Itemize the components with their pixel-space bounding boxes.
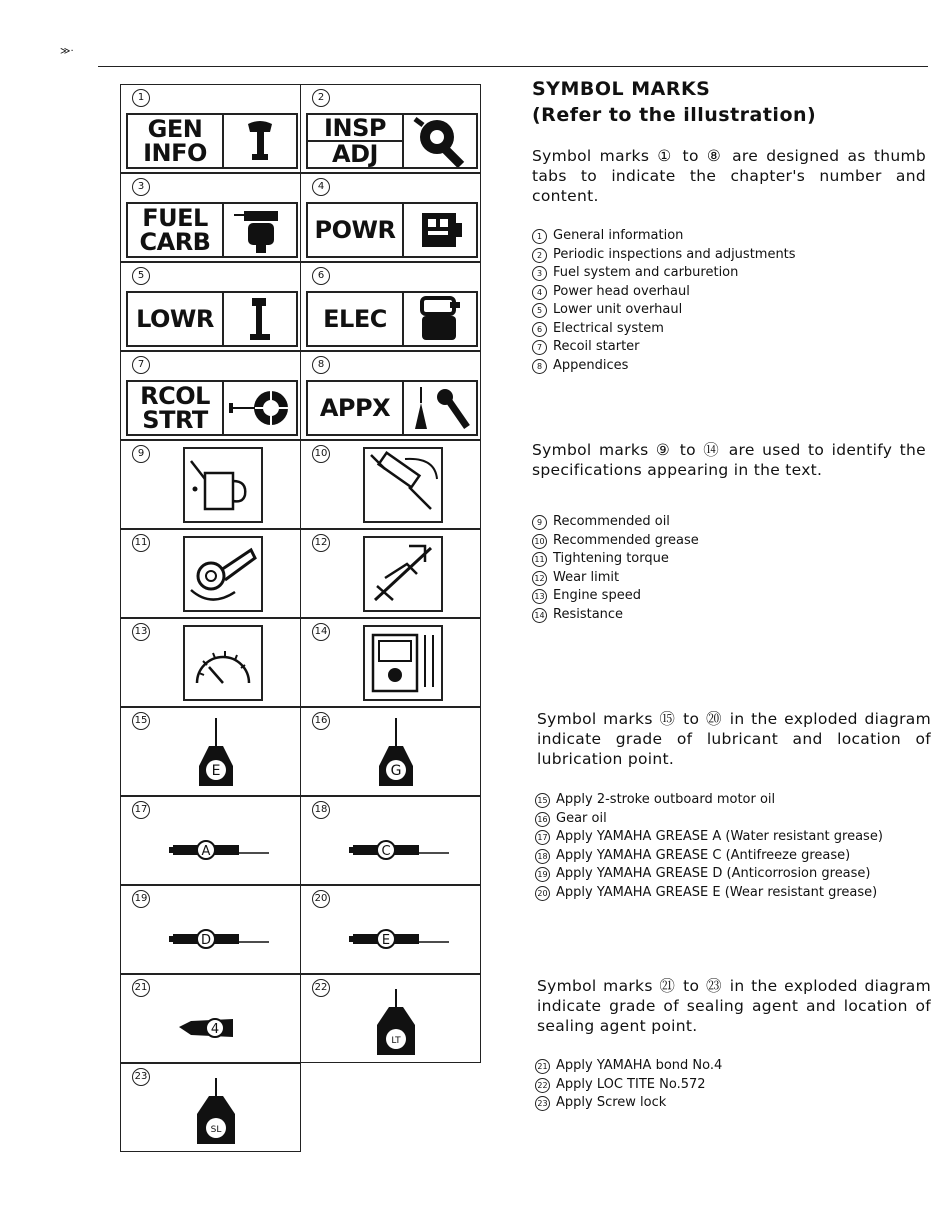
symbol-cell-17 <box>120 796 301 885</box>
thumb-tab-label <box>308 204 404 256</box>
grease-gun-icon <box>341 805 451 883</box>
cell-number: 2 <box>312 89 330 107</box>
thumb-tab <box>306 113 478 169</box>
symbol-cell-1 <box>120 84 301 173</box>
cell-number: 10 <box>312 445 330 463</box>
thumb-tab <box>126 291 298 347</box>
symbol-cell-21 <box>120 974 301 1063</box>
list-item <box>532 227 796 246</box>
item-number: 4 <box>532 285 547 300</box>
item-text: Apply LOC TITE No.572 <box>556 1076 706 1092</box>
symbol-cell-9 <box>120 440 301 529</box>
grid-row <box>120 796 484 885</box>
item-number: 6 <box>532 322 547 337</box>
multimeter-icon <box>363 625 443 701</box>
list-item <box>532 264 796 283</box>
list-item <box>532 357 796 376</box>
recoil-starter-icon <box>224 382 296 434</box>
svg-text:E: E <box>211 763 221 779</box>
cell-number: 23 <box>132 1068 150 1086</box>
thumb-tab-text: INSP <box>308 116 402 142</box>
symbol-cell-10 <box>300 440 481 529</box>
thumb-tab-label <box>308 115 404 167</box>
thumb-tab-label <box>128 115 224 167</box>
item-number: 17 <box>535 830 550 845</box>
grease-gun-icon <box>161 894 271 972</box>
list-item <box>532 283 796 302</box>
thumb-tab-text: GEN <box>147 115 203 143</box>
symbol-cell-19 <box>120 885 301 974</box>
svg-text:LT: LT <box>391 1036 401 1046</box>
item-number: 19 <box>535 867 550 882</box>
sealant-bottle-icon <box>161 1072 271 1150</box>
title-line-2: (Refer to the illustration) <box>532 104 817 126</box>
item-number: 20 <box>535 886 550 901</box>
item-number: 3 <box>532 266 547 281</box>
section-title <box>532 76 816 128</box>
thumb-tab <box>306 202 478 258</box>
cell-number: 9 <box>132 445 150 463</box>
thumb-tab <box>306 380 478 436</box>
thumb-tab-text: LOWR <box>136 305 214 333</box>
symbol-cell-12 <box>300 529 481 618</box>
cell-number: 13 <box>132 623 150 641</box>
symbol-cell-16 <box>300 707 481 796</box>
item-text: Apply YAMAHA GREASE E (Wear resistant grease) <box>556 884 878 900</box>
item-number: 15 <box>535 793 550 808</box>
torque-wrench-icon <box>183 536 263 612</box>
symbol-cell-22 <box>300 974 481 1063</box>
item-text: Engine speed <box>553 588 641 603</box>
thumb-tab-text: RCOL <box>140 382 210 410</box>
list-item <box>532 550 699 569</box>
list-chapters <box>532 227 796 375</box>
powerhead-icon <box>404 204 476 256</box>
symbol-cell-6 <box>300 262 481 351</box>
list-item <box>535 865 883 884</box>
item-text: Tightening torque <box>553 551 669 566</box>
cell-number: 12 <box>312 534 330 552</box>
item-number: 10 <box>532 534 547 549</box>
outboard-motor-icon <box>224 115 296 167</box>
grid-row <box>120 618 484 707</box>
thumb-tab-text: CARB <box>139 228 211 256</box>
grease-gun-icon <box>363 447 443 523</box>
thumb-tab <box>126 380 298 436</box>
item-number: 8 <box>532 359 547 374</box>
item-text: Periodic inspections and adjustments <box>553 246 796 262</box>
svg-text:A: A <box>201 844 211 859</box>
item-text: Apply YAMAHA GREASE A (Water resistant grease) <box>556 829 883 844</box>
thumb-tab-text: ELEC <box>323 305 387 333</box>
item-number: 1 <box>532 229 547 244</box>
item-number: 22 <box>535 1078 550 1093</box>
paragraph-thumb-tabs: Symbol marks ① to ⑧ are designed as thumb tabs to indicate the chapter's number and content. <box>532 147 926 205</box>
thumb-tab-text: APPX <box>319 394 391 422</box>
grid-row <box>120 262 484 351</box>
grid-row <box>120 84 484 173</box>
cell-number: 1 <box>132 89 150 107</box>
item-text: Fuel system and carburetion <box>553 265 739 280</box>
cell-number: 17 <box>132 801 150 819</box>
paragraph-specifications: Symbol marks ⑨ to ⑭ are used to identify the specifications appearing in the text. <box>532 441 926 479</box>
list-item <box>535 810 883 829</box>
cell-number: 3 <box>132 178 150 196</box>
appendix-icon <box>404 382 476 434</box>
list-specifications <box>532 513 699 624</box>
cell-number: 22 <box>312 979 330 997</box>
grid-row <box>120 440 484 529</box>
list-item <box>532 569 699 588</box>
symbol-cell-15 <box>120 707 301 796</box>
thumb-tab-label <box>128 204 224 256</box>
symbol-cell-7 <box>120 351 301 440</box>
symbol-cell-5 <box>120 262 301 351</box>
list-item <box>535 1094 722 1113</box>
header-rule <box>98 66 928 67</box>
thumb-tab-text: POWR <box>314 216 396 244</box>
thumb-tab-label <box>128 293 224 345</box>
list-item <box>532 320 796 339</box>
cell-number: 14 <box>312 623 330 641</box>
symbol-grid <box>120 84 484 1152</box>
symbol-cell-13 <box>120 618 301 707</box>
cell-number: 21 <box>132 979 150 997</box>
item-text: Apply 2-stroke outboard motor oil <box>556 792 776 807</box>
item-text: Appendices <box>553 357 629 373</box>
symbol-cell-4 <box>300 173 481 262</box>
list-item <box>535 1076 722 1095</box>
list-item <box>532 246 796 265</box>
tachometer-icon <box>183 625 263 701</box>
svg-text:4: 4 <box>210 1022 220 1037</box>
thumb-tab-label <box>308 293 404 345</box>
list-item <box>535 828 883 847</box>
item-text: Apply YAMAHA GREASE D (Anticorrosion grease) <box>556 866 871 881</box>
item-number: 18 <box>535 849 550 864</box>
item-number: 14 <box>532 608 547 623</box>
item-text: Wear limit <box>553 569 620 585</box>
cell-number: 16 <box>312 712 330 730</box>
cell-number: 20 <box>312 890 330 908</box>
list-sealing-agents <box>535 1057 722 1113</box>
item-text: Apply YAMAHA bond No.4 <box>556 1058 723 1073</box>
item-text: Power head overhaul <box>553 283 690 299</box>
list-item <box>532 338 796 357</box>
list-item <box>532 587 699 606</box>
list-lubricants <box>535 791 883 902</box>
item-text: Resistance <box>553 606 624 622</box>
symbol-cell-20 <box>300 885 481 974</box>
item-text: Apply Screw lock <box>556 1095 667 1110</box>
item-text: Recommended grease <box>553 532 699 548</box>
thumb-tab <box>126 113 298 169</box>
cell-number: 11 <box>132 534 150 552</box>
thumb-tab-label <box>308 382 404 434</box>
item-number: 5 <box>532 303 547 318</box>
grease-gun-icon <box>341 894 451 972</box>
title-line-1: SYMBOL MARKS <box>532 78 711 100</box>
list-item <box>532 532 699 551</box>
item-number: 7 <box>532 340 547 355</box>
empty-cell <box>300 1063 481 1152</box>
caliper-icon <box>363 536 443 612</box>
item-number: 16 <box>535 812 550 827</box>
svg-text:E: E <box>381 933 391 948</box>
thumb-tab-text: ADJ <box>332 140 378 168</box>
list-item <box>535 847 883 866</box>
sealant-bottle-icon <box>341 983 451 1061</box>
grid-row <box>120 885 484 974</box>
item-number: 2 <box>532 248 547 263</box>
cell-number: 5 <box>132 267 150 285</box>
cell-number: 15 <box>132 712 150 730</box>
list-item <box>532 301 796 320</box>
svg-text:C: C <box>381 844 391 859</box>
thumb-tab-text: FUEL <box>142 204 208 232</box>
svg-text:D: D <box>200 933 212 948</box>
symbol-cell-23 <box>120 1063 301 1152</box>
thumb-tab <box>306 291 478 347</box>
list-item <box>532 606 699 625</box>
grease-gun-icon <box>161 805 271 883</box>
item-text: Lower unit overhaul <box>553 302 683 317</box>
item-number: 23 <box>535 1096 550 1111</box>
grid-row <box>120 1063 484 1152</box>
item-text: Apply YAMAHA GREASE C (Antifreeze grease) <box>556 847 851 863</box>
item-number: 13 <box>532 589 547 604</box>
grid-row <box>120 707 484 796</box>
thumb-tab <box>126 202 298 258</box>
item-number: 11 <box>532 552 547 567</box>
grid-row <box>120 173 484 262</box>
corner-mark: ≫· <box>60 46 74 57</box>
list-item <box>535 884 883 903</box>
item-number: 9 <box>532 515 547 530</box>
oil-bottle-icon <box>161 716 271 794</box>
symbol-cell-11 <box>120 529 301 618</box>
item-number: 21 <box>535 1059 550 1074</box>
bond-tube-icon <box>161 983 271 1061</box>
oil-bottle-icon <box>341 716 451 794</box>
item-text: Gear oil <box>556 810 607 826</box>
item-text: Recoil starter <box>553 339 640 354</box>
grid-row <box>120 974 484 1063</box>
list-item <box>535 1057 722 1076</box>
thumb-tab-text: STRT <box>142 406 208 434</box>
paragraph-sealing: Symbol marks ㉑ to ㉓ in the exploded diagram indicate grade of sealing agent and location of sealing agent point. <box>537 977 931 1035</box>
symbol-cell-14 <box>300 618 481 707</box>
cell-number: 19 <box>132 890 150 908</box>
cell-number: 18 <box>312 801 330 819</box>
svg-text:SL: SL <box>210 1125 222 1135</box>
symbol-cell-8 <box>300 351 481 440</box>
carburetor-icon <box>224 204 296 256</box>
cell-number: 6 <box>312 267 330 285</box>
cell-number: 4 <box>312 178 330 196</box>
grid-row <box>120 351 484 440</box>
grid-row <box>120 529 484 618</box>
oil-can-icon <box>183 447 263 523</box>
item-text: Recommended oil <box>553 514 670 529</box>
list-item <box>532 513 699 532</box>
thumb-tab-text: INFO <box>143 139 207 167</box>
item-number: 12 <box>532 571 547 586</box>
wrench-icon <box>404 115 476 167</box>
svg-text:G: G <box>390 763 402 779</box>
electrical-icon <box>404 293 476 345</box>
cell-number: 8 <box>312 356 330 374</box>
item-text: General information <box>553 228 684 243</box>
symbol-cell-2 <box>300 84 481 173</box>
symbol-cell-3 <box>120 173 301 262</box>
item-text: Electrical system <box>553 320 664 336</box>
lower-unit-icon <box>224 293 296 345</box>
symbol-cell-18 <box>300 796 481 885</box>
cell-number: 7 <box>132 356 150 374</box>
paragraph-lubricant: Symbol marks ⑮ to ⑳ in the exploded diagram indicate grade of lubricant and location of lubrication point. <box>537 710 931 768</box>
thumb-tab-label <box>128 382 224 434</box>
list-item <box>535 791 883 810</box>
